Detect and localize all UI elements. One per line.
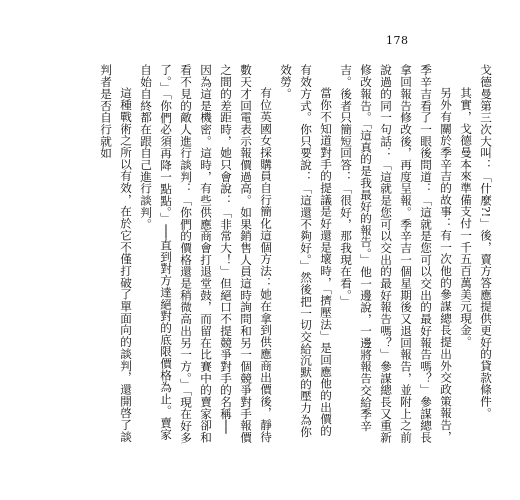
paragraph: 有位英國女採購員自行簡化這個方法：她在拿到供應商出價後，靜待數天才回電表示報價過高。如果銷售人員這時詢問和另一個競爭對手報價之間的差距時，她只會說：「非常大！」但絕口不提競爭對手的名稱──因為這是機密。這時，有些供應商會打退堂鼓，而留在比賽中的賣家卻和看不見的敵人進行談判：「你們的價格還是稍微高出另一方。」「現在好多了。」「你們必須再降一點點。」──直到對方達絕對的底限價格為止。賣家自始自終都在跟自己進行談判。 [139, 64, 273, 444]
paragraph: 這種戰術之所以有效，在於它不僅打破了單面向的談判，還開啓了談判者是否自行就如 [99, 64, 133, 443]
page-number: 178 [386, 34, 409, 47]
paragraph: 另外有關於季辛吉的故事：有一次他的參謀總長提出外交政策報告，季辛吉看了一眼後問道：「這就是您可以交出的最好報告嗎？」參謀總長拿回報告修改後，再度呈報。季辛吉一個星期後又退回報告，並附上之前說過的同一句話：「這就是您可以交出的最好報告嗎？」參謀總長又重新修改報告。「這真的是我最好的報告。」他一邊說，一邊將報告交給季辛吉。後者只簡短回答：「很好，那我現在看。」 [339, 64, 453, 444]
paragraph: 戈德曼第三次大叫：「什麼?!」後，賣方答應提供更好的貸款條件。 [479, 64, 493, 420]
body-text [34, 64, 496, 444]
paragraph: 其實，戈德曼本來準備支付一千五百萬美元現金。 [459, 87, 473, 348]
paragraph: 當你不知道對手的提議是好還是壞時，「擠壓法」是回應他的出價的有效方式。你只要說：「這還不夠好。」然後把一切交給沉默的壓力為你效勞。 [279, 64, 333, 438]
